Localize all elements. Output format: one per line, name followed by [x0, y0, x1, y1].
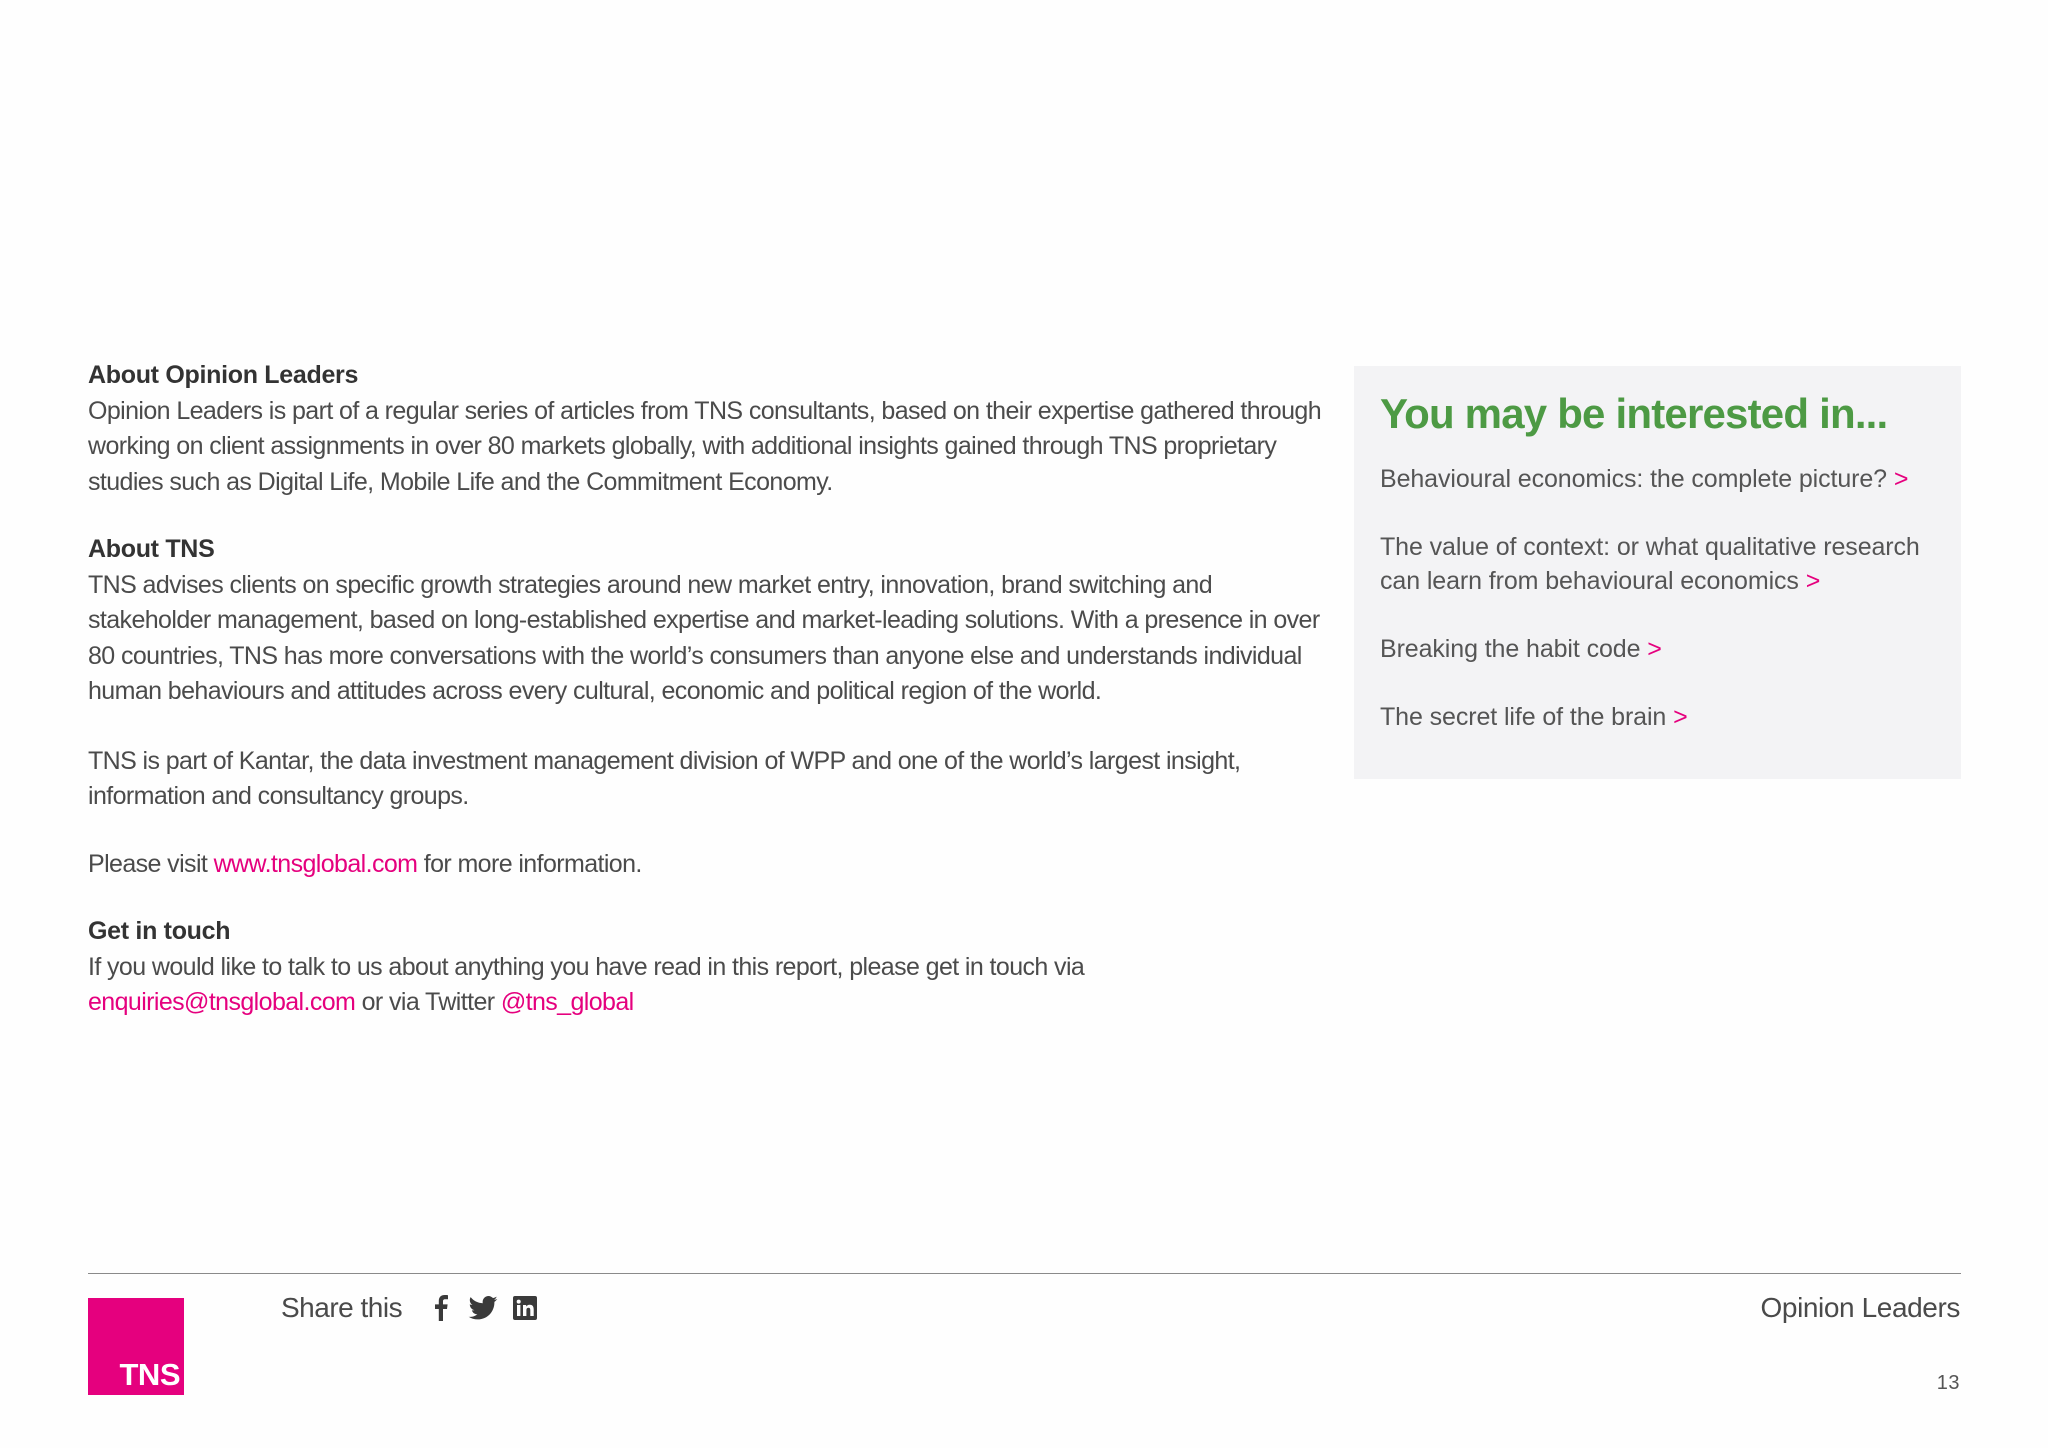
footer-divider [88, 1273, 1961, 1274]
about-opinion-leaders-body: Opinion Leaders is part of a regular series of articles from TNS consultants, based on their expertise gathered through working on client assignments in over 80 markets globally, with additional insights gained through TNS proprietary studies such as Digital Life, Mobile Life and the Commitment Economy. [88, 396, 1322, 496]
related-articles-title: You may be interested in... [1380, 390, 1888, 437]
related-article-link-value-of-context[interactable] [1380, 530, 1941, 598]
facebook-icon[interactable] [426, 1293, 456, 1323]
linkedin-icon[interactable] [510, 1293, 540, 1323]
share-icons [426, 1293, 540, 1323]
get-in-touch-heading: Get in touch [88, 917, 231, 945]
publication-title: Opinion Leaders [1760, 1292, 1960, 1323]
related-article-link-behavioural-economics[interactable] [1380, 462, 1941, 496]
related-article-label: The value of context: or what qualitative research can learn from behavioural economics [1380, 533, 1920, 595]
related-articles-panel [1354, 366, 1961, 779]
main-content [88, 358, 1328, 1021]
chevron-right-icon: > [1647, 635, 1662, 663]
related-articles-list [1380, 462, 1941, 734]
related-article-label: Breaking the habit code [1380, 635, 1641, 663]
about-opinion-leaders-heading: About Opinion Leaders [88, 361, 359, 389]
related-article-label: Behavioural economics: the complete picture? [1380, 465, 1887, 493]
visit-prefix: Please visit [88, 849, 214, 878]
visit-suffix: for more information. [417, 849, 642, 878]
kantar-paragraph: TNS is part of Kantar, the data investment management division of WPP and one of the world’s largest insight, information and consultancy groups. [88, 746, 1241, 810]
related-article-link-habit-code[interactable] [1380, 632, 1941, 666]
email-link[interactable]: enquiries@tnsglobal.com [88, 988, 356, 1016]
visit-paragraph [88, 847, 1328, 883]
get-in-touch-middle: or via Twitter [355, 988, 501, 1016]
twitter-handle-link[interactable]: @tns_global [500, 988, 634, 1016]
tns-logo-text: TNS [119, 1357, 180, 1392]
twitter-icon[interactable] [468, 1293, 498, 1323]
share-label: Share this [281, 1292, 403, 1323]
about-tns-body: TNS advises clients on specific growth strategies around new market entry, innovation, brand switching and stakeholder management, based on long-established expertise and market-leading solutions. With a presence in over 80 countries, TNS has more conversations with the world’s consumers than anyone else and understands individual human behaviours and attitudes across every cultural, economic and political region of the world. [88, 570, 1320, 705]
related-article-link-secret-life-brain[interactable] [1380, 700, 1941, 734]
about-tns-heading: About TNS [88, 535, 215, 563]
get-in-touch-prefix: If you would like to talk to us about anything you have read in this report, please get in touch via [88, 952, 1085, 981]
chevron-right-icon: > [1805, 567, 1821, 595]
tns-logo [88, 1298, 184, 1395]
related-article-label: The secret life of the brain [1380, 703, 1667, 731]
share-bar [281, 1292, 540, 1324]
chevron-right-icon: > [1893, 465, 1909, 493]
chevron-right-icon: > [1673, 703, 1688, 731]
get-in-touch-body [88, 950, 1248, 1021]
page-number: 13 [1936, 1372, 1960, 1394]
tnsglobal-link[interactable]: www.tnsglobal.com [213, 849, 418, 878]
